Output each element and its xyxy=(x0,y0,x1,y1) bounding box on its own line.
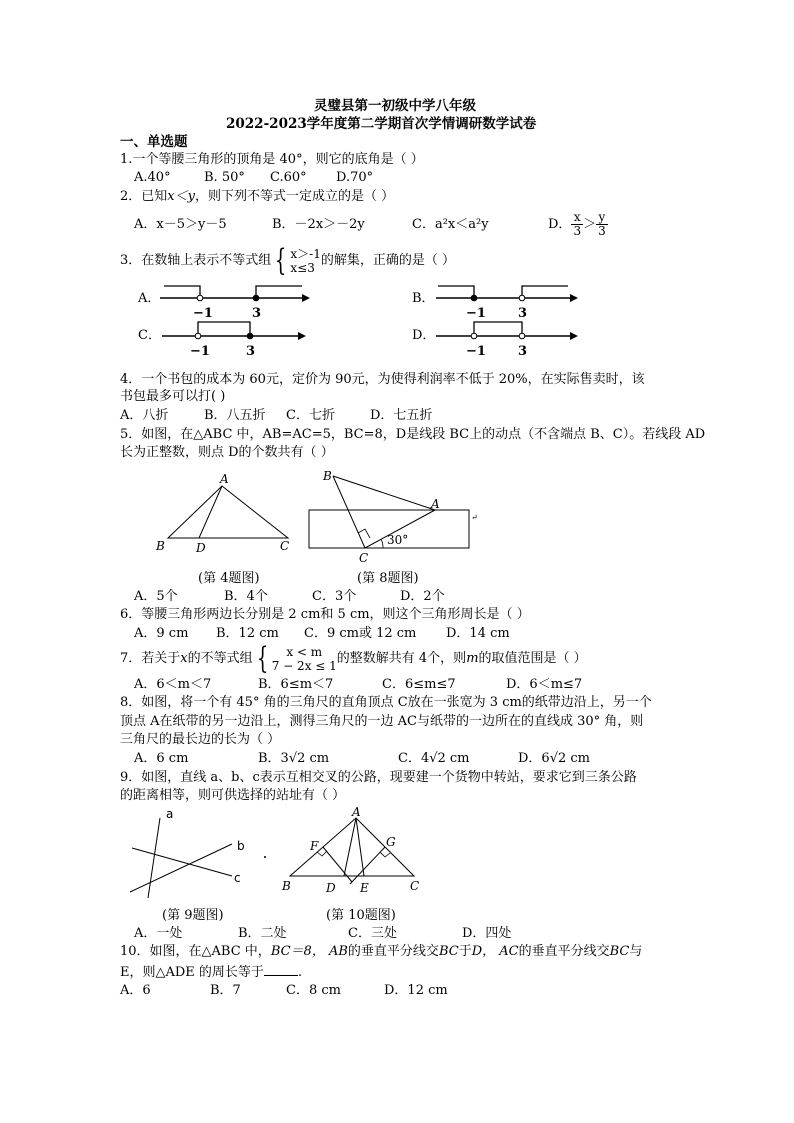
q7-option-c: C．6≤m≤7 xyxy=(382,677,456,692)
q9-option-a: A．一处 xyxy=(134,926,183,941)
q8-option-d: D．6√2 cm xyxy=(518,751,590,766)
q3d-tick-3: 3 xyxy=(518,344,528,359)
q5-label-b: B xyxy=(156,539,165,553)
q7-option-b: B．6≤m＜7 xyxy=(258,677,334,692)
q3-number-line-d xyxy=(430,316,580,360)
q10-s2-pre: E，则△ADE 的周长等于 xyxy=(120,965,264,980)
fig-caption-8: (第 8题图) xyxy=(357,571,419,586)
q10-option-b: B．7 xyxy=(210,983,241,998)
q8-stem-line1: 8．如图，将一个有 45° 角的三角尺的直角顶点 C放在一张宽为 3 cm的纸带边沿上，另一个 xyxy=(120,695,652,710)
q8-label-a: A xyxy=(431,497,440,511)
q2-frac1-den: 3 xyxy=(573,224,582,238)
q4-stem-line1: 4．一个书包的成本为 60元，定价为 90元，为使得利润率不低于 20%，在实际售卖时，该 xyxy=(120,372,645,387)
q2-option-a: A．x－5＞y－5 xyxy=(134,217,227,232)
q3-option-c-label: C． xyxy=(138,328,161,343)
q5-stem-line1: 5．如图，在△ABC 中，AB=AC=5，BC=8，D是线段 BC上的动点（不含端点 B、C）。若线段 AD xyxy=(120,427,706,442)
q10-label-c: C xyxy=(410,879,420,893)
q1-option-d: D.70° xyxy=(336,170,374,185)
q8-label-b: B xyxy=(323,469,332,483)
q7-inequality-system xyxy=(272,645,337,673)
q10-s1-bc: BC xyxy=(438,944,459,959)
q5-option-d: D．2个 xyxy=(400,589,445,604)
q3b-tick-neg1: −1 xyxy=(466,306,486,321)
q2-frac1-num: x xyxy=(571,211,583,225)
q10-label-g: G xyxy=(386,835,396,849)
q9-option-b: B．二处 xyxy=(238,926,287,941)
q2-stem xyxy=(120,189,394,205)
q10-s1-ab: AB xyxy=(328,944,348,959)
q7-stem xyxy=(120,642,587,676)
q3-inequality-system xyxy=(290,247,320,275)
q8-option-a: A．6 cm xyxy=(134,751,189,766)
fig-caption-4: (第 4题图) xyxy=(198,571,260,586)
q2-option-d xyxy=(548,210,608,240)
q10-label-e: E xyxy=(360,881,369,895)
school-title: 灵璧县第一初级中学八年级 xyxy=(314,98,476,114)
q10-label-a: A xyxy=(352,805,361,819)
q8-stem-line2: 顶点 A在纸带的另一边沿上，测得三角尺的一边 AC与纸带的一边所在的直线成 30° 角，则 xyxy=(120,714,644,729)
q3-number-line-c xyxy=(158,316,308,360)
q8-strip-figure xyxy=(305,466,490,566)
q3-stem-pre: 3．在数轴上表示不等式组 xyxy=(120,253,272,268)
q2-option-b: B．－2x＞－2y xyxy=(272,217,365,232)
q8-option-c: C．4√2 cm xyxy=(398,751,470,766)
q7-option-a: A．6＜m＜7 xyxy=(134,677,212,692)
section-heading: 一、单选题 xyxy=(120,134,188,150)
q10-triangle-figure xyxy=(280,805,430,898)
q2-fraction-x3 xyxy=(571,211,583,238)
q10-stem-line2 xyxy=(120,963,302,981)
q6-option-c: C．9 cm或 12 cm xyxy=(304,626,417,641)
q7-sys-line2: 7 − 2x ≤ 1 xyxy=(271,658,337,673)
q4-option-d: D．七五折 xyxy=(370,408,433,423)
q3-stem-post: 的解集，正确的是（ ） xyxy=(320,253,455,268)
q6-stem: 6．等腰三角形两边长分别是 2 cm和 5 cm，则这个三角形周长是（ ） xyxy=(120,607,530,622)
q7-stem-mid: 的不等式组 xyxy=(187,651,253,666)
q7-sys-line1: x < m xyxy=(286,644,323,659)
q10-s1-text2: 于 xyxy=(458,944,472,959)
q5-option-c: C．3个 xyxy=(312,589,357,604)
q7-stem-post: 的整数解共有 4个，则 xyxy=(336,651,467,666)
q9-option-c: C．三处 xyxy=(348,926,397,941)
q5-triangle-figure xyxy=(150,472,300,556)
q10-s1-ac: AC xyxy=(499,944,519,959)
q1-option-a: A.40° xyxy=(134,170,171,185)
q10-s1-bc2: BC xyxy=(609,944,630,959)
q10-answer-blank[interactable] xyxy=(264,963,298,976)
q2-option-d-prefix: D． xyxy=(548,217,572,232)
q8-stem-line3: 三角尺的最长边的长为（ ） xyxy=(120,732,281,747)
q1-option-c: C.60° xyxy=(270,170,307,185)
q9-option-d: D．四处 xyxy=(462,926,512,941)
q7-stem-var-x: x xyxy=(180,651,188,666)
q10-s2-post: . xyxy=(297,965,303,980)
q3-stem xyxy=(120,244,455,278)
q9-dot-mark xyxy=(262,854,270,862)
q4-option-b: B．八五折 xyxy=(204,408,266,423)
q2-frac2-num: y xyxy=(596,211,608,225)
q10-label-b: B xyxy=(282,879,291,893)
q10-option-d: D．12 cm xyxy=(384,983,448,998)
q8-return-mark: ↵ xyxy=(471,513,478,522)
q2-frac2-den: 3 xyxy=(598,224,606,238)
q6-option-b: B．12 cm xyxy=(216,626,279,641)
q9-label-c: c xyxy=(234,871,241,885)
q2-stem-post: ，则下列不等式一定成立的是（ ） xyxy=(194,189,395,204)
q9-label-a: a xyxy=(166,807,174,821)
q8-label-c: C xyxy=(359,551,369,565)
q7-stem-var-m: m xyxy=(466,651,479,666)
q6-option-d: D．14 cm xyxy=(446,626,510,641)
q10-label-f: F xyxy=(310,839,319,853)
q10-s1-text4: 与 xyxy=(629,944,643,959)
q10-option-a: A．6 xyxy=(120,983,151,998)
q4-option-a: A．八折 xyxy=(120,408,169,423)
q2-option-c: C．a²x＜a²y xyxy=(412,217,489,232)
q10-s1-text3: 的垂直平分线交 xyxy=(518,944,610,959)
q9-lines-figure xyxy=(124,806,264,906)
q2-fraction-y3 xyxy=(596,211,608,238)
q6-option-a: A．9 cm xyxy=(134,626,189,641)
q3-option-a-label: A． xyxy=(138,291,161,306)
q10-s1-d: D， xyxy=(471,944,496,959)
q8-angle-30: 30° xyxy=(387,533,409,547)
q3-option-d-label: D． xyxy=(412,328,436,343)
q7-option-d: D．6＜m≤7 xyxy=(506,677,583,692)
q2-stem-pre: 2．已知 xyxy=(120,189,168,204)
q4-stem-line2: 书包最多可以打( ) xyxy=(120,389,226,404)
q5-stem-line2: 长为正整数，则点 D的个数共有（ ） xyxy=(120,445,334,460)
fig-caption-9: (第 9题图) xyxy=(162,908,224,923)
q10-s1-bc8: BC＝8， xyxy=(270,944,325,959)
q5-option-b: B．4个 xyxy=(224,589,268,604)
exam-title: 2022-2023学年度第二学期首次学情调研数学试卷 xyxy=(226,116,537,132)
q4-option-c: C．七折 xyxy=(286,408,335,423)
q7-stem-pre: 7．若关于 xyxy=(120,651,181,666)
q3-brace: { xyxy=(275,242,287,278)
q8-option-b: B．3√2 cm xyxy=(258,751,330,766)
q2-option-d-rel: ＞ xyxy=(583,217,597,232)
q1-stem: 1.一个等腰三角形的顶角是 40°，则它的底角是（ ） xyxy=(120,152,424,167)
q9-label-b: b xyxy=(237,839,245,853)
q10-s1-text1: 的垂直平分线交 xyxy=(347,944,439,959)
q3a-tick-3: 3 xyxy=(252,306,262,321)
q9-stem-line2: 的距离相等，则可供选择的站址有（ ） xyxy=(120,788,346,803)
q10-label-d: D xyxy=(326,881,336,895)
q5-label-d: D xyxy=(196,541,206,555)
q10-option-c: C．8 cm xyxy=(286,983,341,998)
q3c-tick-3: 3 xyxy=(246,344,256,359)
q10-stem-line1 xyxy=(120,944,642,960)
q3-sys-line1: x＞-1 xyxy=(290,246,321,261)
q3-option-b-label: B． xyxy=(412,291,435,306)
fig-caption-10: (第 10题图) xyxy=(326,908,396,923)
q2-stem-var: x＜y xyxy=(167,189,195,204)
q7-brace: { xyxy=(256,640,268,676)
q1-option-b: B. 50° xyxy=(204,170,245,185)
q3-sys-line2: x≤3 xyxy=(290,260,315,275)
q9-stem-line1: 9．如图，直线 a、b、c表示互相交叉的公路，现要建一个货物中转站，要求它到三条公路 xyxy=(120,770,637,785)
q5-option-a: A．5个 xyxy=(134,589,178,604)
q3c-tick-neg1: −1 xyxy=(190,344,210,359)
q3b-tick-3: 3 xyxy=(518,306,528,321)
q7-stem-end: 的取值范围是（ ） xyxy=(478,651,587,666)
q3d-tick-neg1: −1 xyxy=(466,344,486,359)
q5-label-c: C xyxy=(280,539,290,553)
q10-s1-pre: 10．如图，在△ABC 中， xyxy=(120,944,271,959)
q3a-tick-neg1: −1 xyxy=(193,306,213,321)
q5-label-a: A xyxy=(220,472,229,486)
